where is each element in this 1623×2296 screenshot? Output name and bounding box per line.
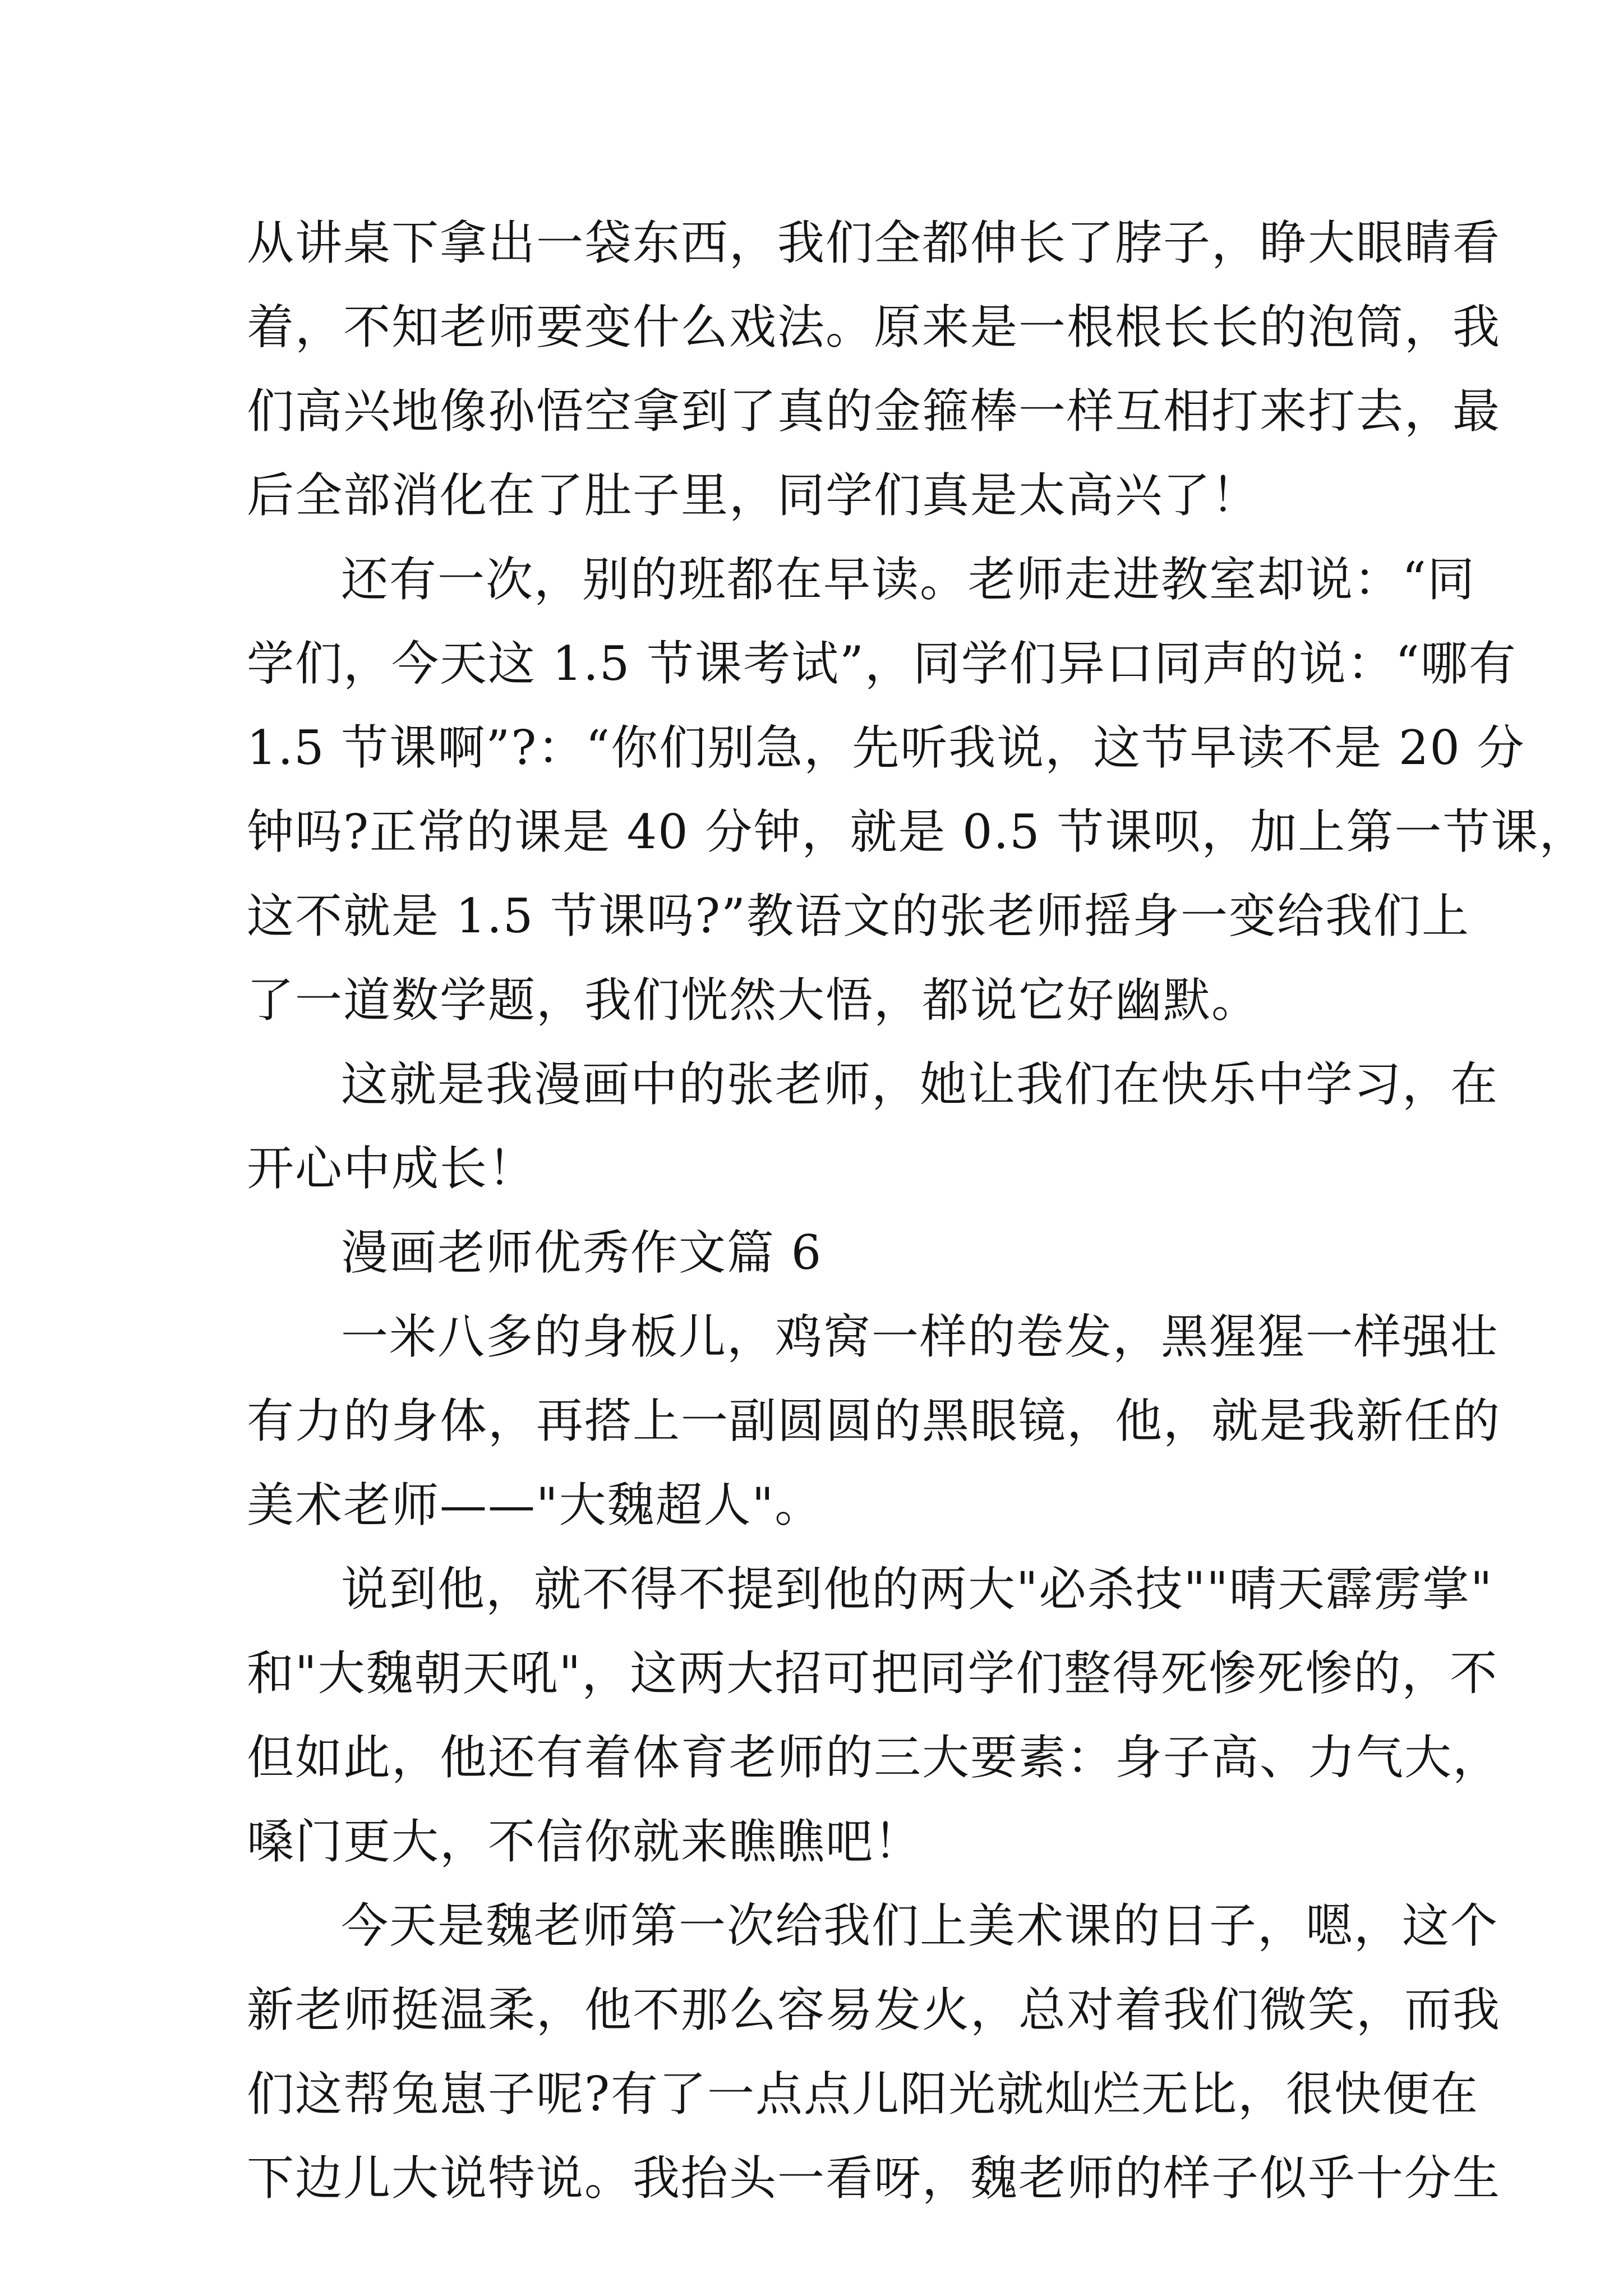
text-line: 后全部消化在了肚子里，同学们真是太高兴了！ [247, 468, 1260, 523]
text-line: 开心中成长！ [247, 1141, 537, 1196]
text-line: 学们，今天这 1.5 节课考试”，同学们异口同声的说：“哪有 [247, 636, 1517, 691]
paragraph-first-line: 这就是我漫画中的张老师，她让我们在快乐中学习，在 [341, 1057, 1499, 1112]
paragraph-first-line: 说到他，就不得不提到他的两大"必杀技""晴天霹雳掌" [341, 1562, 1493, 1617]
text-line: 但如此，他还有着体育老师的三大要素：身子高、力气大， [247, 1730, 1501, 1785]
paragraph-first-line: 一米八多的身板儿，鸡窝一样的卷发，黑猩猩一样强壮 [341, 1309, 1499, 1364]
text-line: 和"大魏朝天吼"，这两大招可把同学们整得死惨死惨的，不 [247, 1646, 1498, 1701]
text-line: 有力的身体，再搭上一副圆圆的黑眼镜，他，就是我新任的 [247, 1393, 1501, 1448]
text-line: 这不就是 1.5 节课吗?”教语文的张老师摇身一变给我们上 [247, 889, 1470, 944]
text-line: 们这帮兔崽子呢?有了一点点儿阳光就灿烂无比，很快便在 [247, 2067, 1479, 2122]
text-line: 嗓门更大，不信你就来瞧瞧吧！ [247, 1814, 923, 1869]
text-line: 钟吗?正常的课是 40 分钟，就是 0.5 节课呗，加上第一节课， [247, 804, 1588, 859]
text-line: 新老师挺温柔，他不那么容易发火，总对着我们微笑，而我 [247, 1982, 1501, 2037]
text-line: 下边儿大说特说。我抬头一看呀，魏老师的样子似乎十分生 [247, 2151, 1501, 2206]
document-body [247, 201, 1588, 2220]
text-line: 们高兴地像孙悟空拿到了真的金箍棒一样互相打来打去，最 [247, 384, 1501, 439]
text-line: 1.5 节课啊”?：“你们别急，先听我说，这节早读不是 20 分 [247, 720, 1525, 775]
text-line: 美术老师——"大魏超人"。 [247, 1478, 823, 1533]
paragraph-first-line: 今天是魏老师第一次给我们上美术课的日子，嗯，这个 [341, 1898, 1499, 1953]
section-heading: 漫画老师优秀作文篇 6 [341, 1225, 823, 1280]
paragraph-first-line: 还有一次，别的班都在早读。老师走进教室却说：“同 [341, 552, 1476, 607]
text-line: 着，不知老师要变什么戏法。原来是一根根长长的泡筒，我 [247, 300, 1501, 355]
text-line: 从讲桌下拿出一袋东西，我们全都伸长了脖子，睁大眼睛看 [247, 215, 1501, 270]
text-line: 了一道数学题，我们恍然大悟，都说它好幽默。 [247, 973, 1260, 1028]
